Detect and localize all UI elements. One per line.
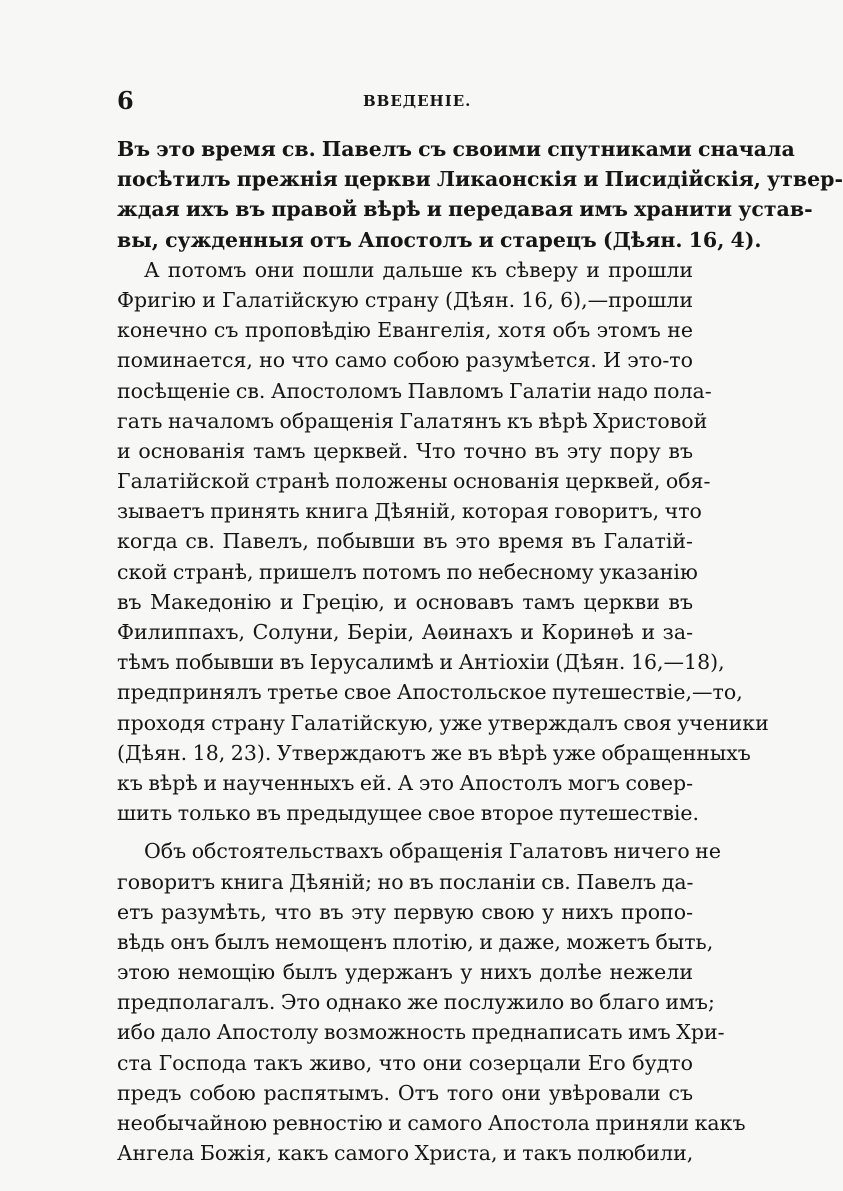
text-line: посѣщеніе св. Апостоломъ Павломъ Галатіи надо пола- [117,378,712,403]
text-line: когда св. Павелъ, побывши въ это время въ Галатій- [117,529,693,554]
text-line: поминается, но что само собою разумѣется. И это-то [117,348,693,373]
text-line: А потомъ они пошли дальше къ сѣверу и прошли [144,257,693,282]
text-line: предъ собою распятымъ. Отъ того они увѣровали съ [117,1080,693,1105]
text-line: необычайною ревностію и самого Апостола приняли какъ [117,1111,746,1135]
text-line: посѣтилъ прежнія церкви Ликаонскія и Писидійскія, утвер- [117,167,843,192]
text-line: и основанія тамъ церквей. Что точно въ эту пору въ [117,438,693,463]
text-line: (Дѣян. 18, 23). Утверждаютъ же въ вѣрѣ уже обращенныхъ [117,740,751,765]
page-header [117,86,697,120]
text-line: говоритъ книга Дѣяній; но въ посланіи св. Павелъ да- [117,869,694,894]
text-line: ибо дало Апостолу возможность преднаписать имъ Хри- [117,1020,725,1045]
text-line: Филиппахъ, Солуни, Беріи, Аѳинахъ и Коринѳѣ и за- [117,620,693,644]
text-line: етъ разумѣть, что въ эту первую свою у нихъ пропо- [117,899,693,924]
text-line: Въ это время св. Павелъ съ своими спутниками сначала [117,137,795,161]
text-line: зываетъ принять книга Дѣяній, которая говоритъ, что [117,499,702,524]
text-line: Фригію и Галатійскую страну (Дѣян. 16, 6),—прошли [117,287,693,312]
running-head: ВВЕДЕНІЕ. [363,92,472,110]
text-line: предполагалъ. Это однако же послужило во благо имъ; [117,990,715,1015]
text-line: Объ обстоятельствахъ обращенія Галатовъ ничего не [144,839,721,864]
text-line: Ангела Божія, какъ самого Христа, и такъ полюбили, [117,1141,694,1166]
page-number: 6 [117,86,134,115]
text-line: конечно съ проповѣдію Евангелія, хотя объ этомъ не [117,318,693,343]
text-line: тѣмъ побывши въ Іерусалимѣ и Антіохіи (Дѣян. 16,—18), [117,650,725,675]
text-line: ждая ихъ въ правой вѣрѣ и передавая имъ хранити устав- [117,197,813,222]
text-line: вы, сужденныя отъ Апостолъ и старецъ (Дѣян. 16, 4). [117,227,762,252]
text-line: шить только въ предыдущее свое второе путешествіе. [117,801,700,826]
text-line: гать началомъ обращенія Галатянъ къ вѣрѣ Христовой [117,408,708,433]
text-line: этою немощію былъ удержанъ у нихъ долѣе нежели [117,960,693,985]
text-line: предпринялъ третье свое Апостольское путешествіе,—то, [117,680,743,705]
body-text [117,134,843,1168]
text-line: вѣдь онъ былъ немощенъ плотію, и даже, можетъ быть, [117,929,714,954]
text-line: проходя страну Галатійскую, уже утверждалъ своя ученики [117,710,769,735]
text-line: ской странѣ, пришелъ потомъ по небесному указанію [117,559,698,584]
text-line: къ вѣрѣ и наученныхъ ей. А это Апостолъ могъ совер- [117,770,693,795]
text-line: ста Господа такъ живо, что они созерцали Его будто [117,1050,693,1075]
text-line: Галатійской странѣ положены основанія церквей, обя- [117,469,711,494]
text-line: въ Македонію и Грецію, и основавъ тамъ церкви въ [117,589,693,614]
